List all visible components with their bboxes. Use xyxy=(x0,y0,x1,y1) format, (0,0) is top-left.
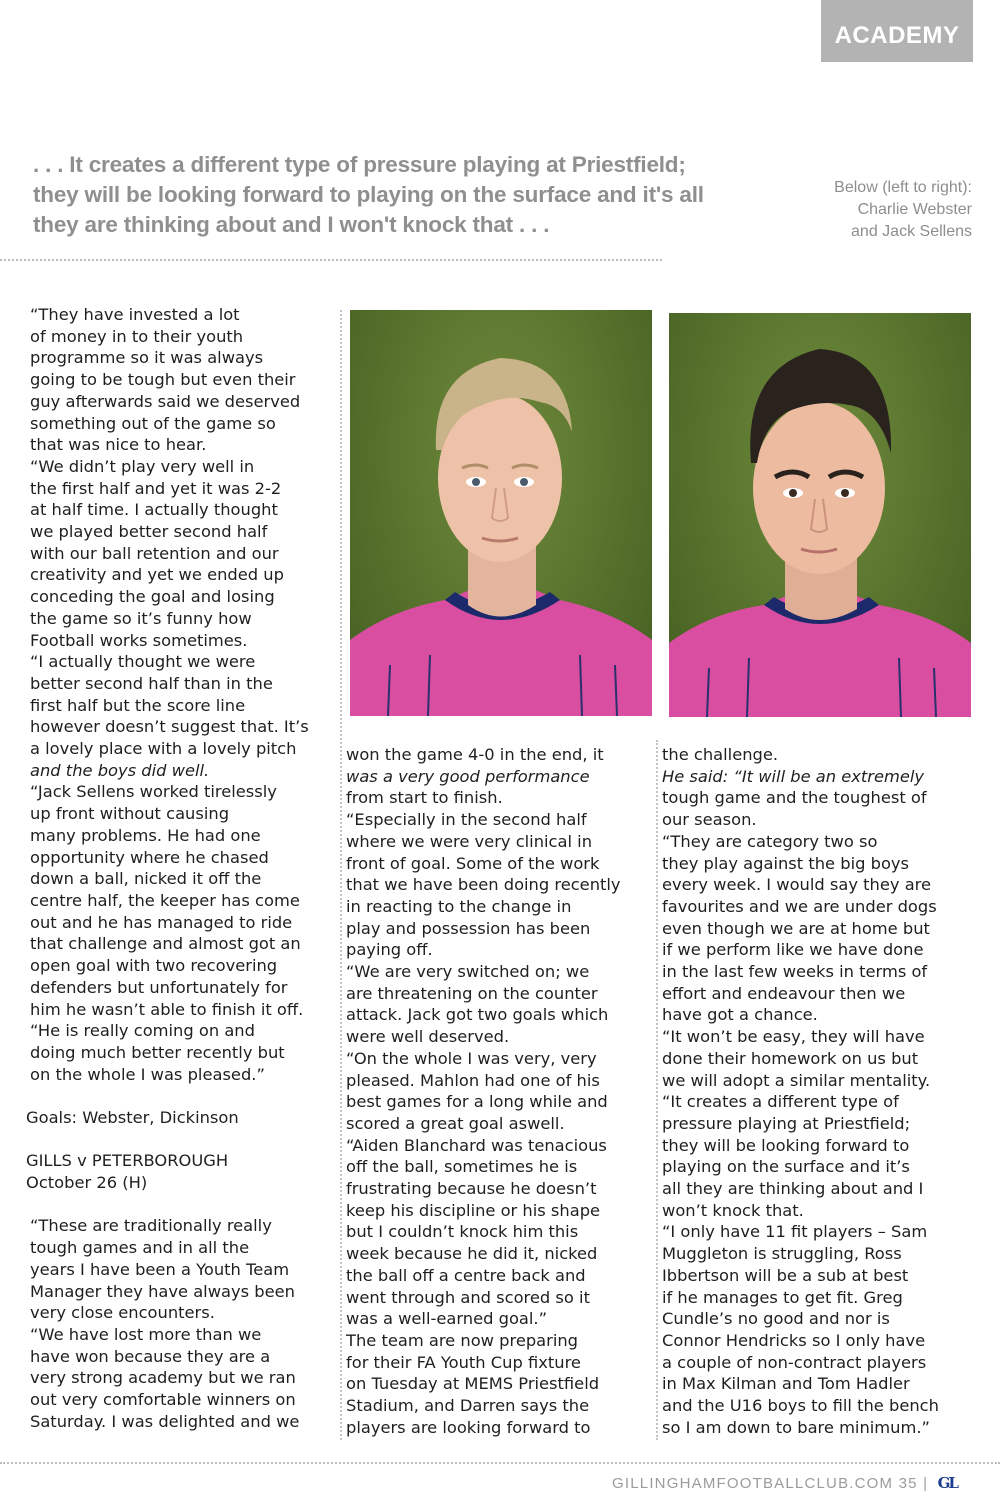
article-line: a couple of non-contract players xyxy=(662,1352,927,1372)
article-line: in reacting to the change in xyxy=(346,896,572,916)
article-line: “We have lost more than we xyxy=(30,1325,262,1344)
article-line: our season. xyxy=(662,810,757,830)
article-line: on the whole I was pleased.” xyxy=(30,1064,265,1084)
club-crest-icon: GL xyxy=(937,1474,957,1492)
footer-site: GILLINGHAMFOOTBALLCLUB.COM xyxy=(612,1475,894,1492)
article-line: years I have been a Youth Team xyxy=(30,1259,290,1279)
article-line: won the game 4-0 in the end, it xyxy=(346,745,604,764)
article-line: we will adopt a similar mentality. xyxy=(662,1070,931,1090)
article-line: so I am down to bare minimum.” xyxy=(662,1417,930,1437)
article-line: won’t knock that. xyxy=(662,1200,804,1220)
article-line: something out of the game so xyxy=(30,413,276,433)
article-line: scored a great goal aswell. xyxy=(346,1113,565,1133)
article-line: we played better second half xyxy=(30,522,268,542)
article-line: out very comfortable winners on xyxy=(30,1390,296,1410)
article-line: the first half and yet it was 2-2 xyxy=(30,478,282,498)
paragraph-gap xyxy=(30,1194,309,1216)
article-line: are threatening on the counter xyxy=(346,983,598,1003)
article-line: favourites and we are under dogs xyxy=(662,896,937,916)
article-line: and the boys did well. xyxy=(30,760,210,780)
footer-separator: | xyxy=(923,1475,929,1492)
article-line: centre half, the keeper has come xyxy=(30,890,300,910)
caption-line: Charlie Webster xyxy=(857,201,972,218)
caption-line: and Jack Sellens xyxy=(851,223,972,240)
article-line: out and he has managed to ride xyxy=(30,912,293,932)
section-tab-academy: ACADEMY xyxy=(821,0,973,62)
article-line: many problems. He had one xyxy=(30,825,261,845)
article-line: the challenge. xyxy=(662,745,779,764)
article-line: “We didn’t play very well in xyxy=(30,456,255,476)
article-line: guy afterwards said we deserved xyxy=(30,391,301,411)
column-divider-2 xyxy=(656,740,658,1440)
article-line: all they are thinking about and I xyxy=(662,1179,924,1199)
player-photo-charlie-webster xyxy=(350,310,652,716)
article-line: Stadium, and Darren says the xyxy=(346,1396,590,1416)
article-line: playing on the surface and it’s xyxy=(662,1157,910,1177)
article-column-3 xyxy=(662,744,939,1439)
article-line: however doesn’t suggest that. It’s xyxy=(30,717,309,737)
article-line: every week. I would say they are xyxy=(662,875,932,895)
article-line: if he manages to get fit. Greg xyxy=(662,1287,903,1307)
article-line: attack. Jack got two goals which xyxy=(346,1005,609,1025)
article-line: off the ball, sometimes he is xyxy=(346,1157,578,1177)
article-line: “It creates a different type of xyxy=(662,1092,899,1112)
article-line: Football works sometimes. xyxy=(30,630,248,650)
paragraph-gap xyxy=(30,1085,309,1107)
article-line: front of goal. Some of the work xyxy=(346,853,600,873)
article-line: in Max Kilman and Tom Hadler xyxy=(662,1374,910,1394)
article-line: Manager they have always been xyxy=(30,1281,295,1301)
article-line: the ball off a centre back and xyxy=(346,1265,586,1285)
article-line: for their FA Youth Cup fixture xyxy=(346,1352,581,1372)
article-line: The team are now preparing xyxy=(346,1330,579,1350)
article-line: “They are category two so xyxy=(662,831,878,851)
article-line: Connor Hendricks so I only have xyxy=(662,1330,926,1350)
article-line: but I couldn’t knock him this xyxy=(346,1222,579,1242)
pull-quote-line: . . . It creates a different type of pressure playing at Priestfield; xyxy=(33,152,686,177)
article-line: down a ball, nicked it off the xyxy=(30,869,262,889)
article-line: the game so it’s funny how xyxy=(30,608,252,628)
article-line: “It won’t be easy, they will have xyxy=(662,1027,925,1047)
article-line: “On the whole I was very, very xyxy=(346,1048,597,1068)
article-line: Cundle’s no good and nor is xyxy=(662,1309,890,1329)
article-line: defenders but unfortunately for xyxy=(30,977,288,997)
article-line: on Tuesday at MEMS Priestfield xyxy=(346,1374,600,1394)
article-line: have won because they are a xyxy=(30,1346,271,1366)
divider-top xyxy=(0,259,662,261)
article-line: first half but the score line xyxy=(30,695,246,715)
article-line: open goal with two recovering xyxy=(30,956,278,976)
page-footer xyxy=(612,1474,957,1492)
article-line: best games for a long while and xyxy=(346,1092,608,1112)
article-line: “They have invested a lot xyxy=(30,305,240,324)
article-line: were well deserved. xyxy=(346,1027,510,1047)
article-line: players are looking forward to xyxy=(346,1417,591,1437)
article-line: “I only have 11 fit players – Sam xyxy=(662,1222,928,1242)
article-line: they play against the big boys xyxy=(662,853,910,873)
article-line: “Jack Sellens worked tirelessly xyxy=(30,782,277,802)
article-line: and the U16 boys to fill the bench xyxy=(662,1396,939,1416)
article-line: pressure playing at Priestfield; xyxy=(662,1113,911,1133)
article-line: “Aiden Blanchard was tenacious xyxy=(346,1135,607,1155)
article-line: where we were very clinical in xyxy=(346,831,593,851)
article-line: “Especially in the second half xyxy=(346,810,587,830)
article-line: tough game and the toughest of xyxy=(662,788,927,808)
pull-quote-line: they will be looking forward to playing on the surface and it's all xyxy=(33,182,704,207)
divider-bottom xyxy=(0,1462,1000,1464)
article-line: opportunity where he chased xyxy=(30,847,269,867)
article-line: frustrating because he doesn’t xyxy=(346,1179,597,1199)
article-line: from start to finish. xyxy=(346,788,503,808)
article-line: that was nice to hear. xyxy=(30,435,207,455)
article-line: in the last few weeks in terms of xyxy=(662,962,928,982)
pull-quote xyxy=(33,150,704,240)
article-line: went through and scored so it xyxy=(346,1287,590,1307)
player-photo-jack-sellens xyxy=(669,313,971,717)
article-line: programme so it was always xyxy=(30,348,264,368)
column-divider-1 xyxy=(340,310,342,1440)
article-line: they will be looking forward to xyxy=(662,1135,910,1155)
article-line: even though we are at home but xyxy=(662,918,930,938)
article-line: GILLS v PETERBOROUGH xyxy=(26,1151,229,1171)
article-line: conceding the goal and losing xyxy=(30,587,275,607)
article-line: with our ball retention and our xyxy=(30,543,279,563)
article-line: that we have been doing recently xyxy=(346,875,621,895)
article-line: if we perform like we have done xyxy=(662,940,924,960)
article-line: at half time. I actually thought xyxy=(30,500,278,520)
player-portrait-image xyxy=(669,313,971,717)
article-line: that challenge and almost got an xyxy=(30,934,301,954)
article-line: done their homework on us but xyxy=(662,1048,919,1068)
article-line: Muggleton is struggling, Ross xyxy=(662,1244,902,1264)
article-line: him he wasn’t able to finish it off. xyxy=(30,999,304,1019)
article-line: October 26 (H) xyxy=(26,1173,148,1193)
article-column-2 xyxy=(346,744,621,1439)
article-line: “He is really coming on and xyxy=(30,1021,255,1041)
article-line: a lovely place with a lovely pitch xyxy=(30,739,297,759)
article-line: “I actually thought we were xyxy=(30,652,256,672)
footer-page-number: 35 xyxy=(898,1475,918,1492)
paragraph-gap xyxy=(30,1129,309,1151)
article-line: Ibbertson will be a sub at best xyxy=(662,1265,909,1285)
article-line: He said: “It will be an extremely xyxy=(662,766,925,786)
article-column-1 xyxy=(26,304,309,1433)
caption-line: Below (left to right): xyxy=(834,179,972,196)
article-line: better second half than in the xyxy=(30,673,273,693)
article-line: paying off. xyxy=(346,940,433,960)
article-line: up front without causing xyxy=(30,804,230,824)
article-line: was a well-earned goal.” xyxy=(346,1309,548,1329)
article-line: week because he did it, nicked xyxy=(346,1244,598,1264)
article-line: of money in to their youth xyxy=(30,326,244,346)
article-line: going to be tough but even their xyxy=(30,370,296,390)
article-line: Saturday. I was delighted and we xyxy=(30,1411,300,1431)
article-line: keep his discipline or his shape xyxy=(346,1200,601,1220)
article-line: effort and endeavour then we xyxy=(662,983,906,1003)
article-line: pleased. Mahlon had one of his xyxy=(346,1070,600,1090)
article-line: Goals: Webster, Dickinson xyxy=(26,1108,239,1127)
pull-quote-line: they are thinking about and I won't knock that . . . xyxy=(33,212,550,237)
article-line: have got a chance. xyxy=(662,1005,818,1025)
article-line: very strong academy but we ran xyxy=(30,1368,296,1388)
article-line: doing much better recently but xyxy=(30,1042,285,1062)
article-line: was a very good performance xyxy=(346,766,590,786)
article-line: tough games and in all the xyxy=(30,1238,250,1258)
photo-caption xyxy=(772,177,972,243)
article-line: “We are very switched on; we xyxy=(346,962,590,982)
article-line: creativity and yet we ended up xyxy=(30,565,284,585)
article-line: “These are traditionally really xyxy=(30,1216,272,1236)
player-portrait-image xyxy=(350,310,652,716)
article-line: play and possession has been xyxy=(346,918,591,938)
article-line: very close encounters. xyxy=(30,1303,215,1323)
